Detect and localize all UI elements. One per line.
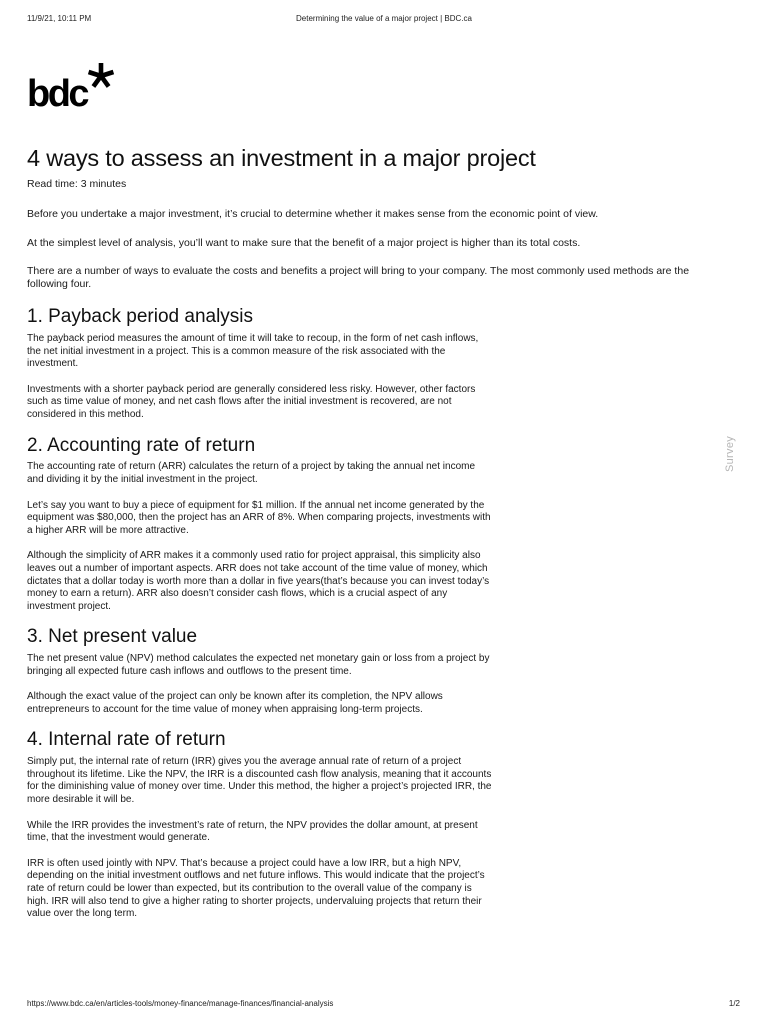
section-paragraph: Simply put, the internal rate of return (IRR) gives you the average annual rate of return of a project throughout its lifetime. Like the NPV, the IRR is a discounted cash flow analysis, meaning that it accounts for the diminishing value of money over time. Under this method, the higher a project’s projected IRR, the more desirable it will be. [27, 756, 492, 806]
section-paragraph: Although the simplicity of ARR makes it a commonly used ratio for project appraisal, this simplicity also leaves out a number of important aspects. ARR does not take account of the time value of money, which dictates that a dollar today is worth more than a dollar in five years(that’s because you can invest today’s money to earn a return). ARR also doesn’t consider cash flows, which is a crucial aspect of any investment project. [27, 550, 490, 612]
section-accounting-rate [27, 435, 727, 614]
article [27, 140, 727, 934]
print-page-number: 1/2 [728, 999, 740, 1008]
asterisk-star-icon [87, 62, 115, 90]
logo-text: bdc [27, 73, 88, 115]
section-paragraph: The net present value (NPV) method calculates the expected net monetary gain or loss from a project by bringing all expected future cash inflows and outflows to the present time. [27, 653, 490, 677]
bdc-logo[interactable] [27, 62, 127, 115]
print-datetime: 11/9/21, 10:11 PM [27, 14, 92, 23]
section-paragraph: The accounting rate of return (ARR) calculates the return of a project by taking the annual net income and dividing it by the initial investment in the project. [27, 461, 476, 485]
section-paragraph: While the IRR provides the investment’s rate of return, the NPV provides the dollar amount, at present time, that the investment would generate. [27, 819, 478, 844]
section-heading: 4. Internal rate of return [27, 729, 226, 751]
section-heading: 1. Payback period analysis [27, 306, 254, 328]
section-paragraph: The payback period measures the amount of time it will take to recoup, in the form of net cash inflows, the net initial investment in a project. This is a common measure of the risk associated with the investment. [27, 332, 479, 370]
article-title: 4 ways to assess an investment in a major project [27, 145, 536, 171]
intro-paragraph: At the simplest level of analysis, you’ll want to make sure that the benefit of a major project is higher than its total costs. [27, 236, 581, 249]
section-paragraph: Investments with a shorter payback period are generally considered less risky. However, other factors such as time value of money, and net cash flows after the initial investment is recovered, are not considered in this method. [27, 383, 476, 420]
intro-paragraph: Before you undertake a major investment, it’s crucial to determine whether it makes sense from the economic point of view. [27, 208, 599, 221]
section-paragraph: Although the exact value of the project can only be known after its completion, the NPV allows entrepreneurs to account for the time value of money when appraising long-term projects. [27, 691, 443, 715]
section-internal-rate [27, 729, 727, 920]
section-paragraph: IRR is often used jointly with NPV. That’s because a project could have a low IRR, but a high NPV, depending on the initial investment outflows and net future inflows. This would indicate that the project’s rate of return could be lower than expected, but its contribution to the overall value of the company is high. IRR will also tend to give a higher rating to shorter projects, undervaluing projects that return their value over the long term. [27, 857, 485, 920]
read-time: Read time: 3 minutes [27, 178, 127, 191]
section-paragraph: Let’s say you want to buy a piece of equipment for $1 million. If the annual net income generated by the equipment was $80,000, then the project has an ARR of 8%. When comparing projects, investments with a higher ARR will be more attractive. [27, 499, 491, 536]
article-intro [27, 208, 727, 290]
section-heading: 2. Accounting rate of return [27, 434, 256, 456]
section-payback-period [27, 306, 727, 421]
section-net-present-value [27, 626, 727, 716]
print-url: https://www.bdc.ca/en/articles-tools/money-finance/manage-finances/financial-analysis [27, 999, 334, 1008]
survey-tab[interactable]: Survey [724, 435, 736, 472]
section-heading: 3. Net present value [27, 626, 198, 648]
intro-paragraph: There are a number of ways to evaluate the costs and benefits a project will bring to your company. The most commonly used methods are the following four. [27, 265, 690, 290]
print-page-title: Determining the value of a major project | BDC.ca [296, 14, 472, 23]
